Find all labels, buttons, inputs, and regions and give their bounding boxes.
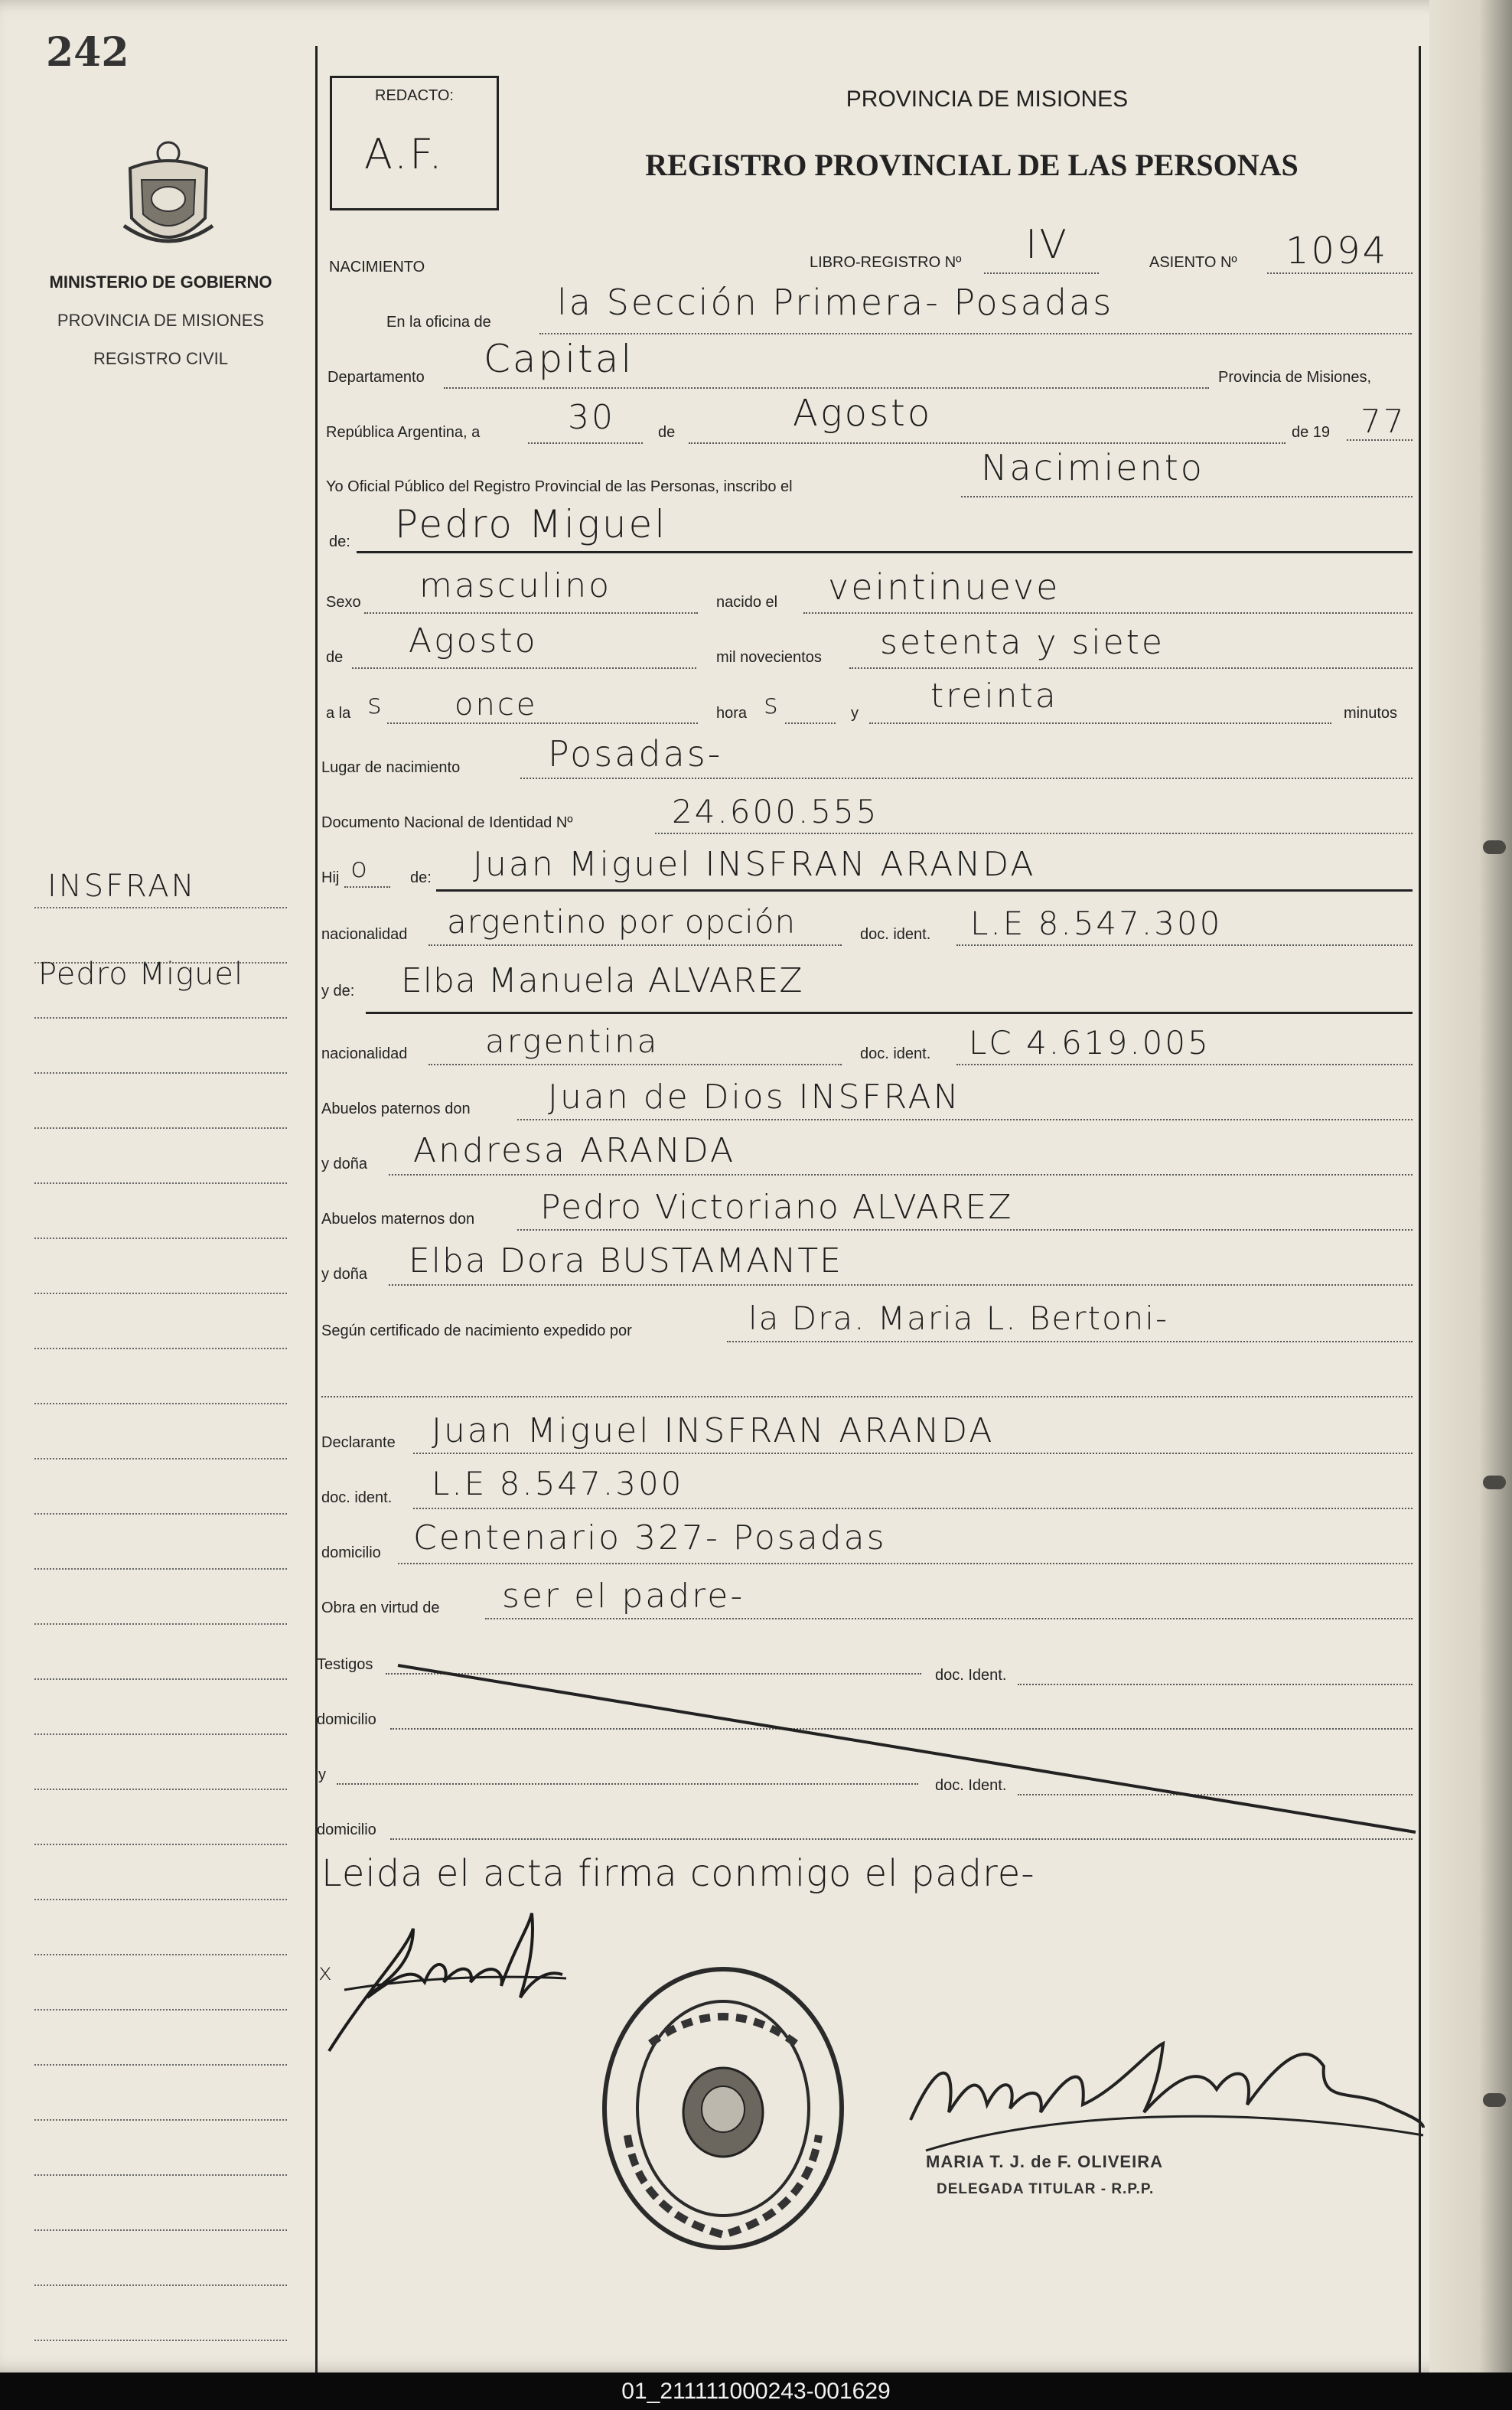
redacto-box <box>330 76 499 210</box>
minutos-value: treinta <box>930 677 1058 716</box>
nac2-label: nacionalidad <box>321 1045 408 1062</box>
margin-ruled-line <box>34 1844 287 1845</box>
doc-ident2-label: doc. Ident. <box>935 1777 1007 1794</box>
margin-given-names: Pedro Miguel <box>38 957 244 992</box>
sexo-label: Sexo <box>326 594 361 611</box>
hij-value: o <box>350 853 370 884</box>
nombre-line <box>357 551 1413 553</box>
margin-ruled-line <box>34 1238 287 1239</box>
dia-line <box>528 442 643 444</box>
segun-line <box>727 1341 1413 1342</box>
provincia-label: Provincia de Misiones, <box>1218 369 1372 386</box>
abm2-value: Elba Dora BUSTAMANTE <box>409 1241 842 1280</box>
abp-line <box>517 1119 1413 1120</box>
padre-line <box>436 889 1413 892</box>
obra-value: ser el padre- <box>502 1577 745 1616</box>
margin-ruled-line <box>34 2119 287 2121</box>
domicilio2-label: domicilio <box>317 1711 376 1728</box>
segun-value: la Dra. Maria L. Bertoni- <box>748 1300 1169 1337</box>
mil-line <box>849 667 1413 669</box>
ala-s: s <box>367 689 384 720</box>
dni-label: Documento Nacional de Identidad Nº <box>321 814 573 831</box>
doc2-line <box>956 1064 1413 1065</box>
domicilio3-line <box>390 1838 1413 1840</box>
domicilio-line <box>398 1563 1413 1564</box>
nacido-value: veintinueve <box>828 566 1061 608</box>
margin-ruled-line <box>34 1678 287 1680</box>
madre-line <box>366 1012 1413 1014</box>
nac2-value: argentina <box>485 1022 660 1060</box>
margin-ruled-line <box>34 1403 287 1404</box>
nac1-value: argentino por opción <box>447 903 797 941</box>
doc-ident-label: doc. Ident. <box>935 1667 1007 1684</box>
registry-heading: REGISTRO PROVINCIAL DE LAS PERSONAS <box>645 148 1299 182</box>
de-label: de <box>658 424 676 441</box>
libro-label: LIBRO-REGISTRO Nº <box>810 254 962 271</box>
ala-label: a la <box>326 705 351 722</box>
nacido-line <box>803 612 1413 614</box>
testigos-label: Testigos <box>317 1656 373 1673</box>
province-heading: PROVINCIA DE MISIONES <box>846 86 1129 112</box>
margin-ruled-line <box>34 1623 287 1625</box>
father-signature-image <box>321 1898 574 2059</box>
margin-ruled-line <box>34 1513 287 1515</box>
de4-label: de: <box>410 869 432 886</box>
abp2-line <box>389 1174 1413 1176</box>
mil-label: mil novecientos <box>716 649 822 666</box>
nac2-line <box>429 1064 842 1065</box>
dni-line <box>655 833 1413 834</box>
nac1-line <box>429 944 842 946</box>
docd-value: L.E 8.547.300 <box>432 1465 684 1502</box>
leida-note: Leida el acta firma conmigo el padre- <box>321 1852 1035 1895</box>
yde-label: y de: <box>321 983 355 1000</box>
abm-label: Abuelos maternos don <box>321 1211 475 1228</box>
doc1-label: doc. ident. <box>860 926 931 943</box>
margin-ruled-line <box>34 2284 287 2286</box>
nac1-label: nacionalidad <box>321 926 408 943</box>
lugar-line <box>520 778 1413 779</box>
hora-label: hora <box>716 705 748 722</box>
coat-of-arms-logo <box>115 134 222 256</box>
de2-label: de: <box>329 533 350 550</box>
margin-ruled-line <box>34 1072 287 1074</box>
officer-name: MARIA T. J. de F. OLIVEIRA <box>926 2152 1163 2171</box>
dia-value: 30 <box>568 398 615 437</box>
y2-label: y <box>318 1766 326 1783</box>
hora-line <box>387 722 698 724</box>
lugar-label: Lugar de nacimiento <box>321 759 461 776</box>
departamento-line <box>444 387 1209 389</box>
departamento-label: Departamento <box>327 369 425 386</box>
padre-value: Juan Miguel INSFRAN ARANDA <box>473 845 1036 884</box>
page-edge <box>1429 0 1512 2372</box>
nacimiento-label: NACIMIENTO <box>329 259 425 276</box>
docd-line <box>413 1508 1413 1509</box>
margin-ruled-line <box>34 907 287 908</box>
nombre-value: Pedro Miguel <box>395 502 668 546</box>
civil-registry-label: REGISTRO CIVIL <box>93 349 229 368</box>
madre-value: Elba Manuela ALVAREZ <box>401 961 803 1000</box>
doc1-line <box>956 944 1413 946</box>
departamento-value: Capital <box>484 337 634 381</box>
de3-label: de <box>326 649 344 666</box>
declarante-label: Declarante <box>321 1434 396 1451</box>
ydona1-label: y doña <box>321 1156 368 1172</box>
domicilio-label: domicilio <box>321 1544 381 1561</box>
obra-line <box>485 1618 1413 1619</box>
abp-value: Juan de Dios INSFRAN <box>548 1078 961 1117</box>
margin-ruled-line <box>34 962 287 964</box>
binder-hole <box>1483 1476 1506 1489</box>
y-label: y <box>851 705 859 722</box>
mil-value: setenta y siete <box>880 623 1165 662</box>
obra-label: Obra en virtud de <box>321 1600 440 1616</box>
oficina-line <box>539 333 1412 334</box>
image-id-footer <box>0 2372 1512 2410</box>
margin-ruled-line <box>34 2064 287 2066</box>
asiento-value: 1094 <box>1286 230 1389 272</box>
anio-value: 77 <box>1360 403 1406 440</box>
margin-ruled-line <box>34 1954 287 1955</box>
doc1-value: L.E 8.547.300 <box>970 905 1223 942</box>
ministry-title: MINISTERIO DE GOBIERNO <box>49 272 272 292</box>
binder-hole <box>1483 840 1506 854</box>
dni-value: 24.600.555 <box>672 793 879 830</box>
x-mark: x <box>318 1959 334 1986</box>
margin-ruled-line <box>34 1127 287 1129</box>
lugar-value: Posadas- <box>548 733 723 775</box>
margin-surname: INSFRAN <box>47 869 197 904</box>
abp-label: Abuelos paternos don <box>321 1101 471 1117</box>
declarante-value: Juan Miguel INSFRAN ARANDA <box>432 1411 995 1450</box>
asiento-line <box>1267 272 1413 274</box>
segun-line-2 <box>321 1396 1413 1397</box>
abm-line <box>517 1229 1413 1231</box>
minutos-label: minutos <box>1344 705 1398 722</box>
binder-hole <box>1483 2093 1506 2107</box>
official-seal-stamp <box>597 1959 849 2258</box>
form-left-border <box>315 46 318 2372</box>
margin-ruled-line <box>34 2009 287 2011</box>
margin-ruled-line <box>34 1017 287 1019</box>
margin-ruled-line <box>34 2340 287 2341</box>
abm-value: Pedro Victoriano ALVAREZ <box>540 1188 1013 1227</box>
strike-through-line <box>367 1661 1423 1837</box>
mes-line <box>689 442 1286 444</box>
abp2-value: Andresa ARANDA <box>413 1131 736 1170</box>
margin-ruled-line <box>34 1733 287 1735</box>
segun-label: Según certificado de nacimiento expedido por <box>321 1322 632 1339</box>
ydona2-label: y doña <box>321 1266 368 1283</box>
officer-signature-image <box>895 2020 1431 2166</box>
ministry-province: PROVINCIA DE MISIONES <box>57 311 265 330</box>
oficial-line <box>961 496 1413 497</box>
redacto-label: REDACTO: <box>375 87 454 104</box>
doc2-value: LC 4.619.005 <box>969 1024 1211 1062</box>
margin-ruled-line <box>34 1789 287 1790</box>
oficial-value: Nacimiento <box>981 447 1204 488</box>
oficina-label: En la oficina de <box>386 314 491 331</box>
officer-title: DELEGADA TITULAR - R.P.P. <box>937 2181 1155 2197</box>
hora-value: once <box>455 687 538 722</box>
oficina-value: la Sección Primera- Posadas <box>557 282 1114 323</box>
libro-line <box>984 272 1099 274</box>
de19-label: de 19 <box>1292 424 1331 441</box>
margin-ruled-line <box>34 1348 287 1349</box>
doc2-label: doc. ident. <box>860 1045 931 1062</box>
hij-line <box>344 886 390 888</box>
nacido-label: nacido el <box>716 594 778 611</box>
margin-ruled-line <box>34 1458 287 1459</box>
margin-ruled-line <box>34 1568 287 1570</box>
oficial-label: Yo Oficial Público del Registro Provincial de las Personas, inscribo el <box>326 478 793 495</box>
domicilio-value: Centenario 327- Posadas <box>413 1518 887 1557</box>
hora-s-line <box>785 722 836 724</box>
mes-value: Agosto <box>793 392 933 435</box>
mes2-line <box>352 667 696 669</box>
margin-ruled-line <box>34 2229 287 2231</box>
docd-label: doc. ident. <box>321 1489 393 1506</box>
margin-ruled-line <box>34 2174 287 2176</box>
libro-value: IV <box>1025 222 1069 268</box>
margin-ruled-line <box>34 1899 287 1900</box>
republica-label: República Argentina, a <box>326 424 481 441</box>
domicilio3-label: domicilio <box>317 1821 376 1838</box>
redacto-value: A.F. <box>364 130 445 178</box>
hora-s: s <box>764 689 780 720</box>
mes2-value: Agosto <box>409 621 538 660</box>
margin-ruled-line <box>34 1182 287 1184</box>
sexo-value: masculino <box>419 566 612 605</box>
abm2-line <box>389 1284 1413 1286</box>
margin-ruled-line <box>34 1293 287 1294</box>
image-id-text: 01_211111000243-001629 <box>621 2379 891 2404</box>
declarante-line <box>413 1453 1413 1454</box>
asiento-label: ASIENTO Nº <box>1149 254 1237 271</box>
page-number: 242 <box>46 29 129 76</box>
sexo-line <box>364 612 698 614</box>
hij-label: Hij <box>321 869 340 886</box>
minutos-line <box>869 722 1331 724</box>
